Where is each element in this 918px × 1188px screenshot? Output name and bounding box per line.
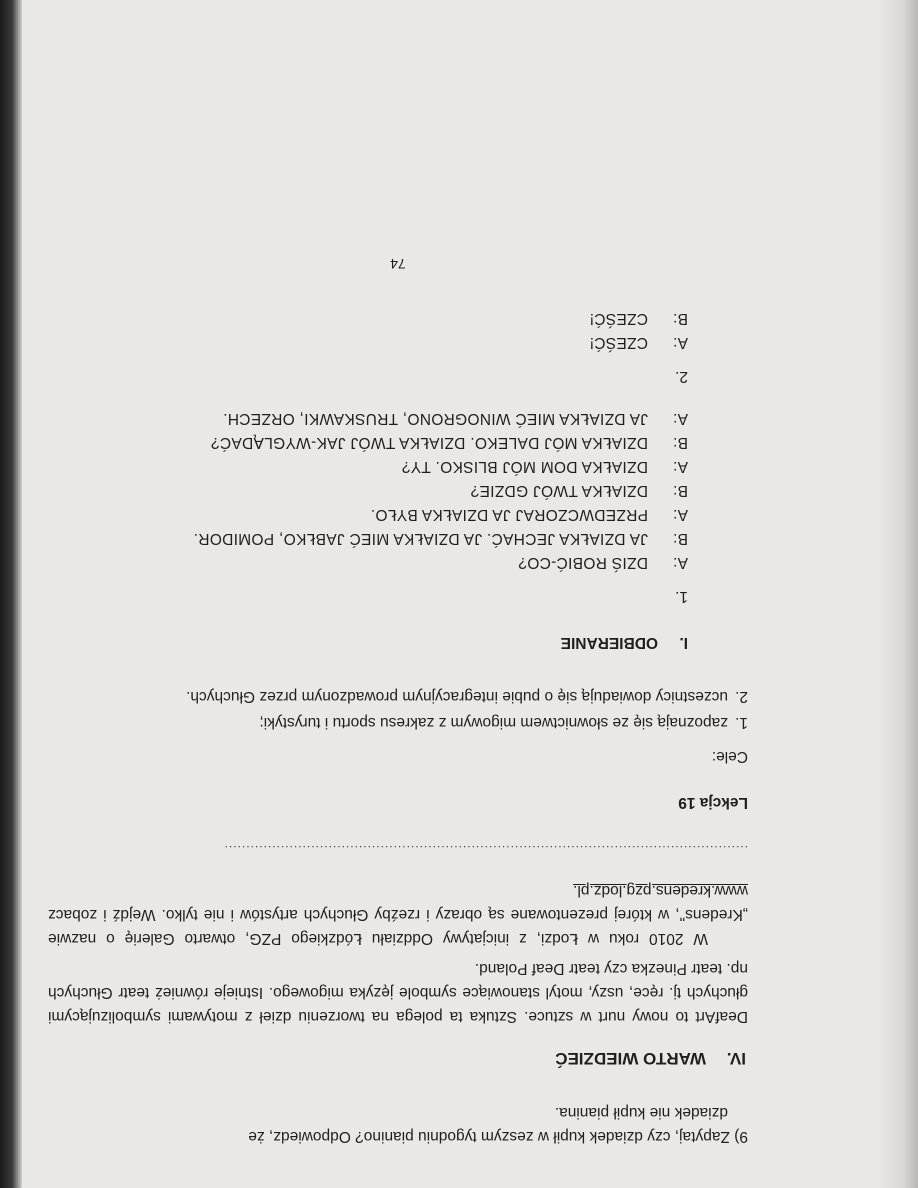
dotted-separator: ......................................................................................................................... bbox=[223, 843, 748, 857]
deafart-paragraph: DeafArt to nowy nurt w sztuce. Sztuka ta polega na tworzeniu dzieł z motywami symbolizującymi głuchych tj. ręce, uszy, motyl stanowiące symbole języka migowego. Istnieje również teatr Głuchych np. teatr Pinezka czy teatr Deaf Poland. bbox=[48, 960, 748, 1025]
dialog-line bbox=[48, 502, 688, 526]
goal-item bbox=[48, 710, 748, 734]
speaker: A: bbox=[672, 334, 688, 351]
utterance: DZIŚ ROBIĆ-CO? bbox=[518, 554, 648, 571]
page-content bbox=[48, 252, 748, 1148]
speaker: B: bbox=[672, 530, 688, 547]
utterance: CZEŚĆ! bbox=[589, 334, 648, 351]
exercise-9-line1: 9) Zapytaj, czy dziadek kupił w zeszym tygodniu pianino? Odpowiedz, że bbox=[248, 1128, 748, 1145]
utterance: PRZEDWCZORAJ JA DZIAŁKA BYŁO. bbox=[370, 506, 648, 523]
speaker: B: bbox=[672, 434, 688, 451]
utterance: DZIAŁKA TWÓJ GDZIE? bbox=[470, 482, 648, 499]
section-i-number: I. bbox=[679, 634, 688, 651]
lesson-title: Lekcja 19 bbox=[678, 794, 748, 811]
dialog-1 bbox=[48, 406, 688, 574]
dialog-line bbox=[48, 478, 688, 502]
goal-text: uczestnicy dowiadują się o pubie integracyjnym prowadzonym przez Głuchych. bbox=[186, 688, 728, 705]
speaker: A: bbox=[672, 410, 688, 427]
kredens-text: W 2010 roku w Łodzi, z inicjatywy Oddziału Łódzkiego PZG, otwarto Galerię o nazwie „Kredens", w której prezentowane są obrazy i rzeźby Głuchych artystów i nie tylko. Wejdź i zobacz bbox=[48, 906, 748, 947]
goals-label: Cele: bbox=[711, 748, 748, 765]
dialog-line bbox=[48, 526, 688, 550]
speaker: B: bbox=[672, 310, 688, 327]
dialog-2 bbox=[48, 306, 688, 354]
speaker: A: bbox=[672, 554, 688, 571]
speaker: A: bbox=[672, 506, 688, 523]
dialog-line bbox=[48, 454, 688, 478]
section-i-title: ODBIERANIE bbox=[560, 634, 658, 651]
utterance: CZEŚĆ! bbox=[589, 310, 648, 327]
dialog-2-number: 2. bbox=[675, 368, 688, 385]
speaker: A: bbox=[672, 458, 688, 475]
section-i-heading bbox=[48, 630, 688, 654]
dialog-1-number: 1. bbox=[675, 588, 688, 605]
goal-number: 2. bbox=[735, 688, 748, 705]
speaker: B: bbox=[672, 482, 688, 499]
utterance: JA DZIAŁKA MIEĆ WINOGRONO, TRUSKAWKI, ORZECH. bbox=[222, 410, 648, 427]
dialog-line bbox=[48, 406, 688, 430]
exercise-9 bbox=[48, 1100, 748, 1148]
dialog-line bbox=[48, 550, 688, 574]
page-number: 74 bbox=[390, 256, 406, 272]
dialog-line bbox=[48, 330, 688, 354]
goal-text: zapoznają się ze słownictwem migowym z zakresu sportu i turystyki; bbox=[259, 714, 728, 731]
section-iv-number: IV. bbox=[726, 1049, 746, 1068]
utterance: DZIAŁKA DOM MÓJ BLISKO. TY? bbox=[401, 458, 648, 475]
section-iv-title: WARTO WIEDZIEĆ bbox=[555, 1049, 706, 1068]
goal-item bbox=[48, 684, 748, 708]
dialog-line bbox=[48, 306, 688, 330]
kredens-paragraph bbox=[48, 878, 748, 950]
section-iv-heading bbox=[48, 1046, 746, 1070]
exercise-9-line2: dziadek nie kupił pianina. bbox=[554, 1104, 728, 1121]
kredens-link[interactable]: www.kredens.pzg.lodz.pl. bbox=[573, 882, 748, 899]
dialog-line bbox=[48, 430, 688, 454]
goal-number: 1. bbox=[735, 714, 748, 731]
utterance: JA DZIAŁKA JECHAĆ. JA DZIAŁKA MIEĆ JABŁKO, POMIDOR. bbox=[193, 530, 648, 547]
utterance: DZIAŁKA MÓJ DALEKO. DZIAŁKA TWÓJ JAK-WYGLĄDAĆ? bbox=[210, 434, 648, 451]
